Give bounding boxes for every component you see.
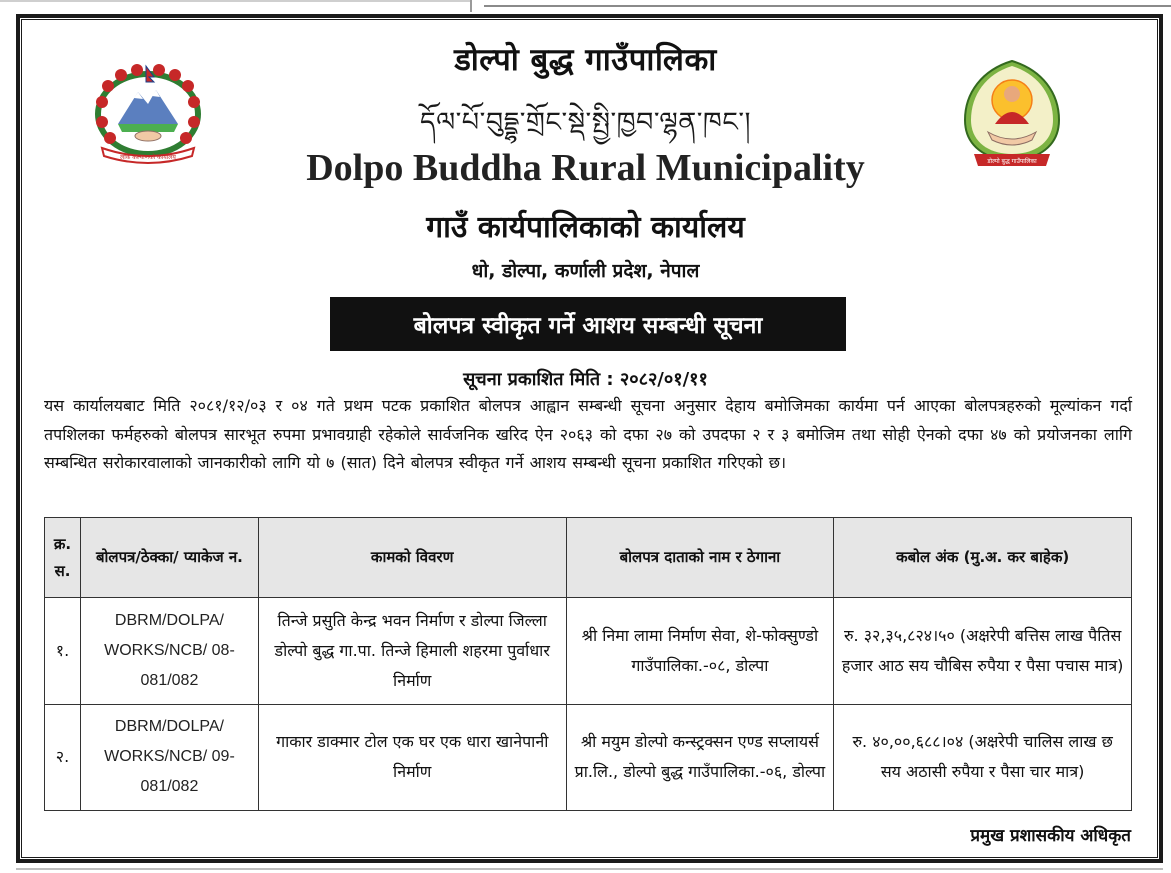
header-quoted-amount: कबोल अंक (मु.अ. कर बाहेक) (834, 518, 1132, 598)
office-name: गाउँ कार्यपालिकाको कार्यालय (426, 210, 745, 245)
table-header-row (45, 518, 1132, 598)
municipality-name-tibetan: དོལ་པོ་བུདྡྷ་གྲོང་སྡེ་སྤྱི་ཁྱབ་ལྷན་ཁང་། (419, 107, 752, 138)
top-edge-rules (0, 0, 1171, 12)
table-row (45, 704, 1132, 811)
row-quoted-amount: रु. ३२,३५,८२४।५० (अक्षरेपी बत्तिस लाख पैतिस हजार आठ सय चौबिस रुपैया र पैसा पचास मात्र) (834, 598, 1132, 705)
row-serial-number: १. (45, 598, 81, 705)
top-rule-right (484, 5, 1171, 7)
header-serial-number: क्र. स. (45, 518, 81, 598)
notice-title: बोलपत्र स्वीकृत गर्ने आशय सम्बन्धी सूचना (330, 297, 846, 351)
row-package-number: DBRM/DOLPA/ WORKS/NCB/ 08-081/082 (80, 598, 258, 705)
bid-table (44, 517, 1132, 811)
row-quoted-amount: रु. ४०,००,६८८।०४ (अक्षरेपी चालिस लाख छ सय अठासी रुपैया र पैसा चार मात्र) (834, 704, 1132, 811)
emblem-banner-text: लोक कल्याणको कार्यालय (120, 154, 176, 161)
row-bidder: श्री मयुम डोल्पो कन्स्ट्रक्सन एण्ड सप्लायर्स प्रा.लि., डोल्पो बुद्ध गाउँपालिका.-०६, डोल्पा (566, 704, 834, 811)
table-row (45, 598, 1132, 705)
header-work-description: कामको विवरण (258, 518, 566, 598)
header-bidder-name-address: बोलपत्र दाताको नाम र ठेगाना (566, 518, 834, 598)
row-bidder: श्री निमा लामा निर्माण सेवा, शे-फोक्सुण्डो गाउँपालिका.-०८, डोल्पा (566, 598, 834, 705)
seal-banner-text: डोल्पो बुद्ध गाउँपालिका (987, 158, 1037, 165)
row-serial-number: २. (45, 704, 81, 811)
row-work-description: तिन्जे प्रसुति केन्द्र भवन निर्माण र डोल्पा जिल्ला डोल्पो बुद्ध गा.पा. तिन्जे हिमाली शहरमा पुर्वाधार निर्माण (258, 598, 566, 705)
municipality-name-english: Dolpo Buddha Rural Municipality (306, 147, 865, 189)
notice-body: यस कार्यालयबाट मिति २०८१/१२/०३ र ०४ गते प्रथम पटक प्रकाशित बोलपत्र आह्वान सम्बन्धी सूचना अनुसार देहाय बमोजिमका कार्यमा पर्न आएका बोलपत्रहरुको मूल्यांकन गर्दा तपशिलका फर्महरुको बोलपत्र सारभूत रुपमा प्रभावग्राही रहेकोले सार्वजनिक खरिद ऐन २०६३ को दफा २७ को उपदफा २ र ३ बमोजिम तथा सोही ऐनको दफा ४७ को प्रयोजनका लागि सम्बन्धित सरोकारवालाको जानकारीको लागि यो ७ (सात) दिने बोलपत्र स्वीकृत गर्ने आशय सम्बन्धी सूचना प्रकाशित गरिएको छ। (44, 396, 1132, 472)
top-rule-separator (470, 0, 472, 12)
header-package-number: बोलपत्र/ठेक्का/ प्याकेज न. (80, 518, 258, 598)
signatory-title: प्रमुख प्रशासकीय अधिकृत (970, 826, 1131, 846)
published-date: सूचना प्रकाशित मिति : २०८२/०१/११ (463, 369, 708, 390)
row-work-description: गाकार डाक्मार टोल एक घर एक धारा खानेपानी निर्माण (258, 704, 566, 811)
bottom-rule (16, 868, 1163, 870)
top-rule-left (0, 0, 470, 2)
row-package-number: DBRM/DOLPA/ WORKS/NCB/ 09-081/082 (80, 704, 258, 811)
municipality-name-nepali: डोल्पो बुद्ध गाउँपालिका (454, 42, 717, 78)
office-address: धो, डोल्पा, कर्णाली प्रदेश, नेपाल (471, 260, 700, 282)
